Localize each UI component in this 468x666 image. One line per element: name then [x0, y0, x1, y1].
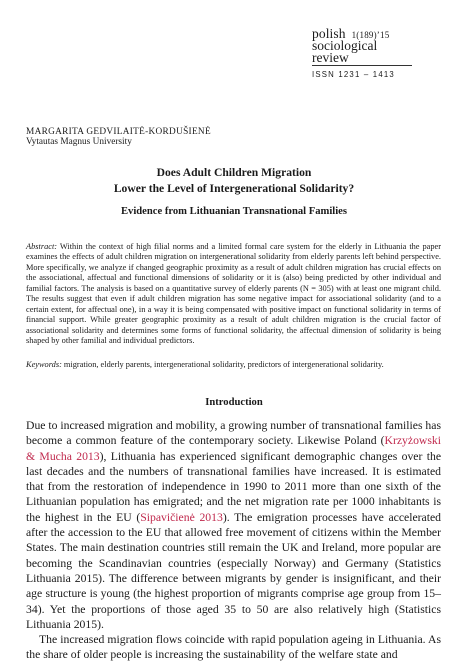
title-line-1: Does Adult Children Migration	[156, 166, 312, 179]
body-text	[26, 418, 441, 663]
citation-link-sipaviciene[interactable]: Sipavičienė 2013	[140, 510, 223, 524]
abstract	[26, 242, 441, 347]
journal-masthead	[312, 28, 424, 79]
keywords-label: Keywords:	[26, 360, 62, 369]
masthead-polish: polish	[312, 26, 346, 41]
masthead-rule	[312, 65, 412, 66]
keywords	[26, 360, 441, 370]
abstract-text: Within the context of high filial norms and a limited formal care system for the elderly in Lithuania the paper examines the effects of adult children migration on intergenerational solidarity from elderly parents left behind perspective. More specifically, we analyze if changed geographic proximity as a result of adult children migration has crucial effects on the associational, affectual and functional dimensions of solidarity or it is (also) being predicted by other individual and familial factors. The analysis is based on a quantitative survey of elderly parents (N = 305) with at least one migrant child. The results suggest that even if adult children migration has some negative impact for associational solidarity (and to a certain extent, for affectual one), in a way it is being compensated with positive impact on functional solidarity in terms of financial support. While greater geographic proximity as a result of adult children migration is the crucial factor of associational solidarity and determines some forms of functional solidarity, the affectual dimension of solidarity is being shaped by other familial and individual predictors.	[26, 242, 441, 346]
abstract-label: Abstract:	[26, 242, 58, 251]
title-line-2: Lower the Level of Intergenerational Solidarity?	[113, 182, 355, 195]
subtitle: Evidence from Lithuanian Transnational Families	[120, 206, 348, 217]
section-heading: Introduction	[205, 397, 263, 408]
masthead-review: review	[312, 49, 349, 65]
issue-number: 1(189)’15	[351, 30, 390, 40]
citation-link-krzyzowski[interactable]: Krzyżowski & Mucha 2013	[26, 434, 441, 463]
paragraph-1: Due to increased migration and mobility, a growing number of transnational families has become a common feature of the contemporary society. Likewise Poland (Krzyżowski & Mucha 2013), Lithuania has experienced significant demographic changes over the last decades and the numbers of transnational families have increased. It is estimated that from the restoration of independence in 1990 to 2011 more than one sixth of the Lithuanian population has emigrated; and the net migration rate per 1000 inhabitants is the highest in the EU (Sipavičienė 2013). The emigration processes have accelerated after the accession to the EU that allowed free movement of citizens within the Member States. The main destination countries still remain the UK and Ireland, more popular are becoming the Scandinavian countries (especially Norway) and Germany (Statistics Lithuania 2015). The difference between migrants by gender is insignificant, and their age structure is young (the highest proportion of migrants comprise age group from 15–34). Yet the proportions of those aged 35 to 50 are also relatively high (Statistics Lithuania 2015).	[26, 419, 442, 631]
masthead-sociological: sociological	[312, 38, 378, 53]
keywords-text: migration, elderly parents, intergenerational solidarity, predictors of intergenerational solidarity.	[61, 360, 384, 369]
issn: ISSN 1231 – 1413	[312, 70, 395, 79]
author-affiliation: Vytautas Magnus University	[26, 137, 132, 147]
author-name: MARGARITA GEDVILAITĖ-KORDUŠIENĖ	[26, 127, 211, 137]
paragraph-2: The increased migration flows coincide with rapid population ageing in Lithuania. As the share of older people is increasing the sustainability of the welfare state and	[26, 633, 441, 662]
